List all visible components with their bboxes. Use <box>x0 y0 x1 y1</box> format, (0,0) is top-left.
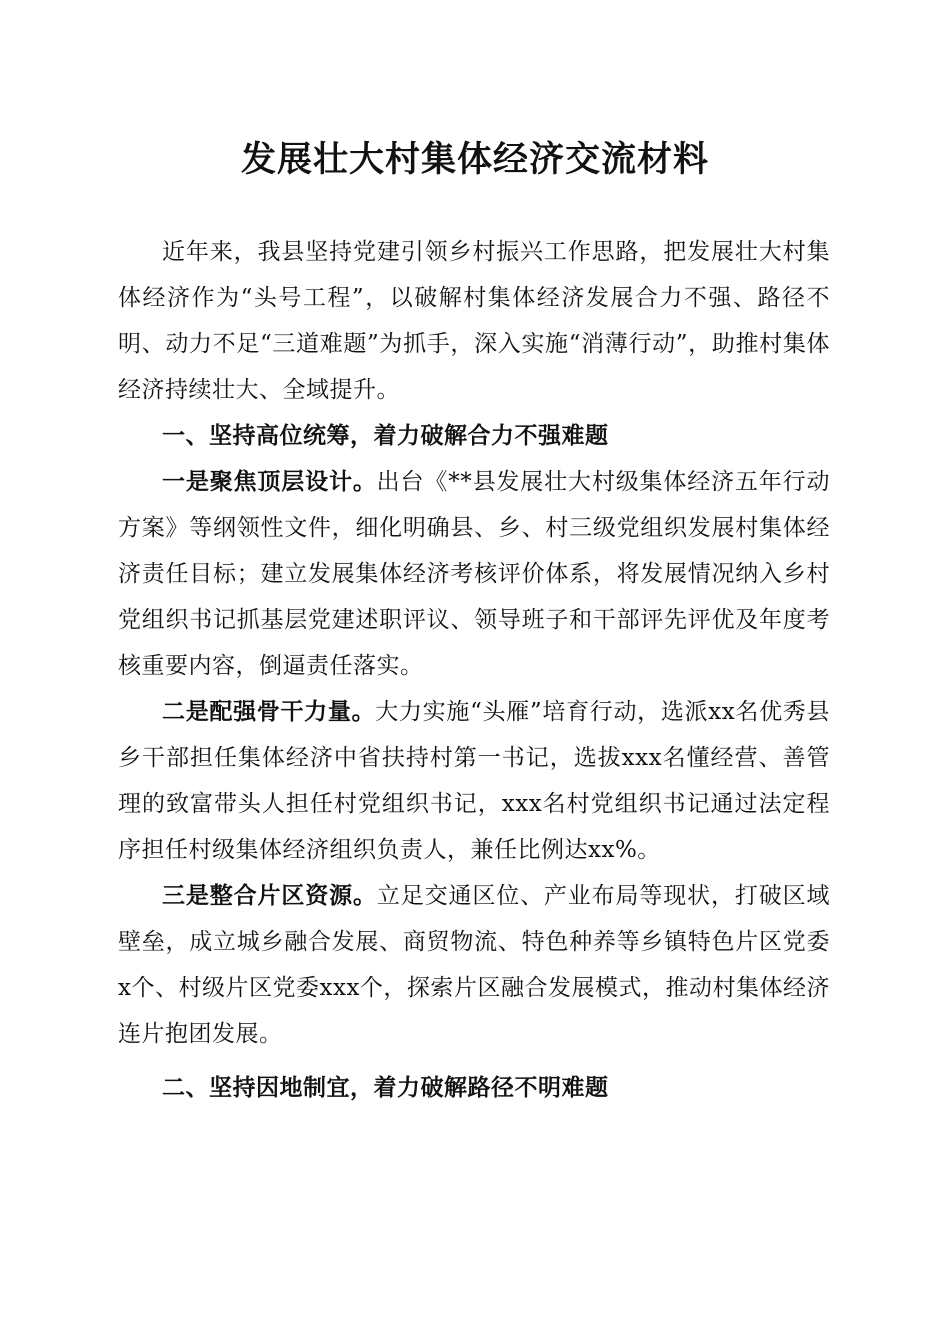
section-1-item-1 <box>118 459 830 689</box>
item-lead: 二是配强骨干力量。 <box>162 698 376 725</box>
section-2-heading: 二、坚持因地制宜，着力破解路径不明难题 <box>162 1075 609 1101</box>
intro-paragraph: 近年来，我县坚持党建引领乡村振兴工作思路，把发展壮大村集体经济作为“头号工程”，以破解村集体经济发展合力不强、路径不明、动力不足“三道难题”为抓手，深入实施“消薄行动”，助推村集体经济持续壮大、全域提升。 <box>118 239 830 403</box>
item-text: 立足交通区位、产业布局等现状，打破区域壁垒，成立城乡融合发展、商贸物流、特色种养等乡镇特色片区党委x个、村级片区党委xxx个，探索片区融合发展模式，推动村集体经济连片抱团发展。 <box>118 883 831 1047</box>
section-1-item-3 <box>118 873 830 1057</box>
item-lead: 一是聚焦顶层设计。 <box>162 468 377 495</box>
section-1-item-2 <box>118 689 830 873</box>
item-text: 大力实施“头雁”培育行动，选派xx名优秀县乡干部担任集体经济中省扶持村第一书记，选拔xxx名懂经营、善管理的致富带头人担任村党组织书记，xxx名村党组织书记通过法定程序担任村级集体经济组织负责人，兼任比例达xx%。 <box>118 699 830 863</box>
document-title: 发展壮大村集体经济交流材料 <box>240 139 709 180</box>
item-lead: 三是整合片区资源。 <box>162 882 377 909</box>
item-text: 出台《**县发展壮大村级集体经济五年行动方案》等纲领性文件，细化明确县、乡、村三级党组织发展村集体经济责任目标；建立发展集体经济考核评价体系，将发展情况纳入乡村党组织书记抓基层党建述职评议、领导班子和干部评先评优及年度考核重要内容，倒逼责任落实。 <box>118 469 831 679</box>
section-1-heading: 一、坚持高位统筹，着力破解合力不强难题 <box>162 423 609 449</box>
document-body <box>118 229 830 1111</box>
